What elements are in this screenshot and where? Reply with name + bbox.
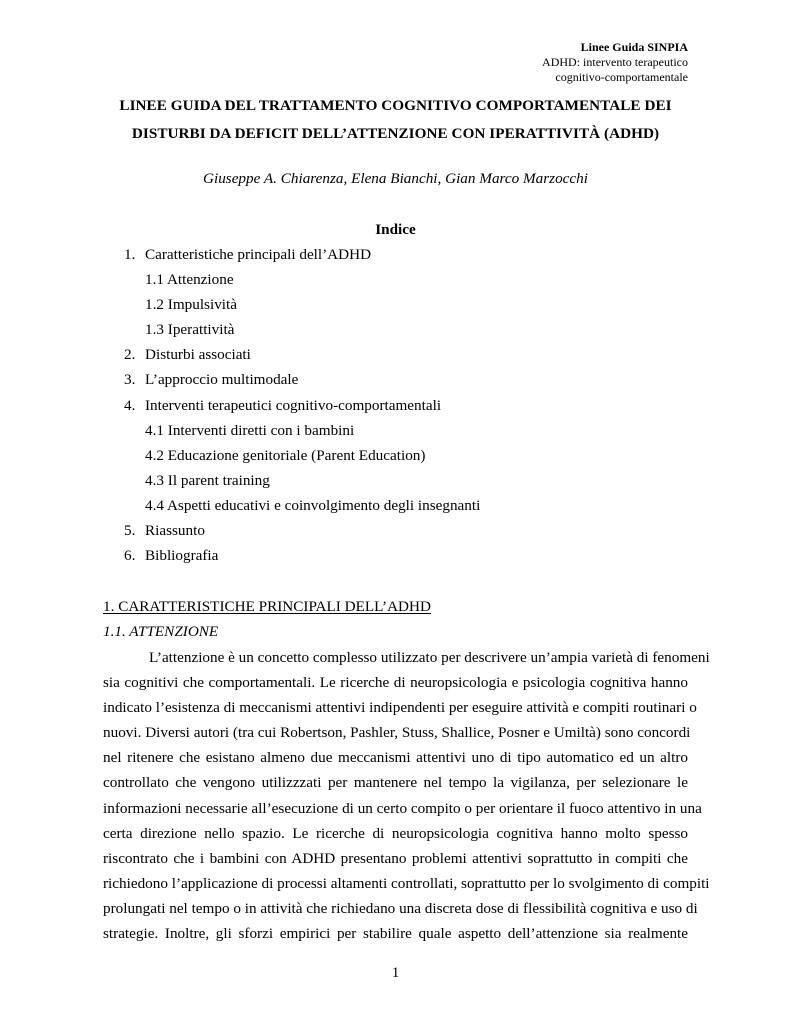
document-title-line-1: LINEE GUIDA DEL TRATTAMENTO COGNITIVO COMPORTAMENTALE DEI (119, 97, 672, 114)
page-number: 1 (391, 964, 400, 981)
toc-item-text: 4.4 Aspetti educativi e coinvolgimento degli insegnanti (145, 496, 481, 514)
paragraph-line: informazioni necessarie all’esecuzione di un certo compito o per orientare il fuoco attentivo in una (103, 799, 702, 817)
toc-item-text: 1.3 Iperattività (145, 321, 235, 339)
header-subtitle-line-2: cognitivo-comportamentale (555, 70, 688, 84)
section-heading: 1. CARATTERISTICHE PRINCIPALI DELL’ADHD (103, 598, 431, 615)
toc-item-text: L’approccio multimodale (145, 371, 299, 389)
toc-item-text: 4.2 Educazione genitoriale (Parent Education) (145, 446, 426, 464)
toc-item-number: 4. (124, 396, 136, 414)
toc-item (0, 244, 791, 269)
toc-item-text: Riassunto (145, 522, 205, 540)
paragraph-line: nuovi. Diversi autori (tra cui Robertson, Pashler, Stuss, Shallice, Posner e Umiltà) sono concordi (103, 724, 691, 742)
toc-item (0, 520, 791, 545)
toc-item (0, 495, 791, 520)
toc-item-number: 1. (124, 246, 136, 263)
toc-item-number: 2. (124, 346, 136, 364)
paragraph-line: riscontrato che i bambini con ADHD presentano problemi attentivi soprattutto in compiti che (103, 849, 688, 867)
paragraph-line: sia cognitivi che comportamentali. Le ricerche di neuropsicologia e psicologia cognitiva hanno (103, 674, 688, 692)
toc-item (0, 445, 791, 470)
header-subtitle-line-1: ADHD: intervento terapeutico (542, 55, 688, 69)
toc-item-text: Caratteristiche principali dell’ADHD (145, 246, 372, 263)
toc-item-number: 6. (124, 547, 136, 565)
toc-item-number: 3. (124, 371, 136, 389)
paragraph-line: nel ritenere che esistano almeno due meccanismi attentivi uno di tipo automatico ed un altro (103, 749, 688, 767)
body-paragraph (103, 647, 710, 948)
running-header (542, 40, 688, 85)
toc-item (0, 269, 791, 294)
paragraph-line: richiedono l’applicazione di processi altamenti controllati, soprattutto per lo svolgimento di compiti (103, 874, 710, 892)
table-of-contents (0, 244, 791, 570)
toc-item-text: 1.1 Attenzione (145, 271, 234, 289)
toc-item-text: 4.1 Interventi diretti con i bambini (145, 421, 355, 439)
paragraph-line: controllato che vengono utilizzzati per mantenere nel tempo la vigilanza, per selezionare le (103, 774, 688, 792)
paragraph-line: strategie. Inoltre, gli sforzi empirici per stabilire quale aspetto dell’attenzione sia realmente (103, 925, 688, 943)
toc-item-text: Disturbi associati (145, 346, 251, 364)
toc-item-text: 1.2 Impulsività (145, 296, 237, 314)
paragraph-line: certa direzione nello spazio. Le ricerche di neuropsicologia cognitiva hanno molto spesso (103, 824, 688, 842)
paragraph-line: L’attenzione è un concetto complesso utilizzato per descrivere un’ampia varietà di fenomeni (149, 649, 710, 666)
toc-item (0, 294, 791, 319)
index-heading: Indice (375, 221, 416, 238)
toc-item-text: 4.3 Il parent training (145, 471, 270, 489)
toc-item (0, 319, 791, 344)
paragraph-line: prolungati nel tempo o in attività che richiedano una discreta dose di flessibilità cognitiva e uso di (103, 899, 698, 917)
document-title-line-2: DISTURBI DA DEFICIT DELL’ATTENZIONE CON IPERATTIVITÀ (ADHD) (131, 125, 660, 142)
toc-item-text: Bibliografia (145, 547, 219, 565)
toc-item-number: 5. (124, 522, 136, 540)
paragraph-line: indicato l’esistenza di meccanismi attentivi indipendenti per eseguire attività e compiti routinari o (103, 699, 697, 717)
toc-item (0, 545, 791, 570)
authors: Giuseppe A. Chiarenza, Elena Bianchi, Gian Marco Marzocchi (203, 170, 588, 187)
toc-item (0, 395, 791, 420)
document-title (103, 92, 688, 148)
toc-item (0, 369, 791, 394)
header-title: Linee Guida SINPIA (580, 40, 688, 54)
subsection-heading: 1.1. ATTENZIONE (103, 623, 219, 640)
toc-item-text: Interventi terapeutici cognitivo-comportamentali (145, 396, 442, 414)
toc-item (0, 420, 791, 445)
toc-item (0, 470, 791, 495)
toc-item (0, 344, 791, 369)
